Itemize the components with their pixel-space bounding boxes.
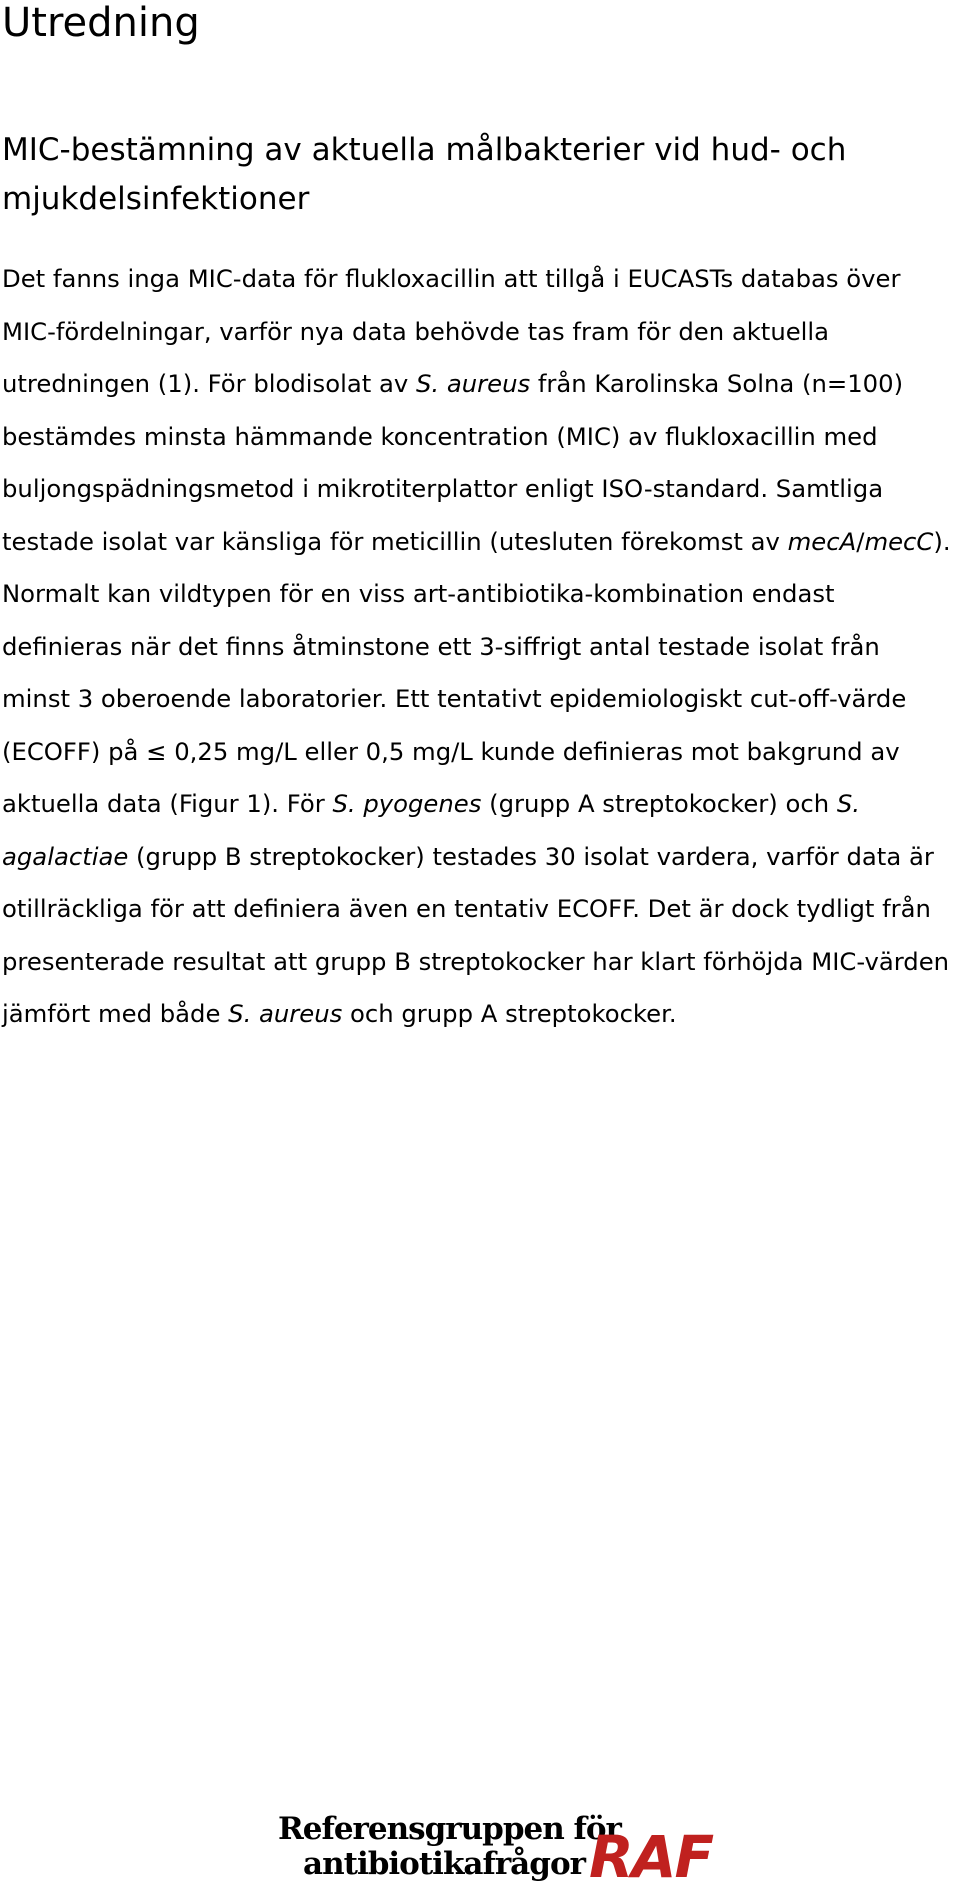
paragraph-text: ). Normalt kan vildtypen för en viss art-antibiotika-kombination endast definieras när det finns åtminstone ett 3-siffrigt antal testade isolat från minst 3 oberoende laboratorier. Ett tentativt epidemiologiskt cut-off-värde (ECOFF) på ≤ 0,25 mg/L eller 0,5 mg/L kunde definieras mot bakgrund av aktuella data (Figur 1). För bbox=[2, 526, 951, 818]
section-heading: MIC-bestämning av aktuella målbakterier vid hud- och mjukdelsinfektioner bbox=[2, 132, 847, 217]
species-name-italic: S. aureus bbox=[415, 369, 531, 398]
raf-mark: RAF bbox=[589, 1823, 713, 1891]
paragraph-text: (grupp B streptokocker) testades 30 isolat vardera, varför data är otillräckliga för att definiera även en tentativ ECOFF. Det är dock tydligt från presenterade resultat att grupp B streptokocker har klart förhöjda MIC-värden jämfört med både bbox=[2, 841, 950, 1028]
paragraph-text: och grupp A streptokocker. bbox=[342, 999, 677, 1028]
paragraph-text: från Karolinska Solna (n=100) bestämdes minsta hämmande koncentration (MIC) av flukloxacillin med buljongspädningsmetod i mikrotiterplattor enligt ISO-standard. Samtliga testade isolat var känsliga för meticillin (utesluten förekomst av bbox=[2, 369, 904, 556]
body-paragraph bbox=[2, 253, 954, 1041]
paragraph-text: / bbox=[856, 526, 865, 556]
paragraph-text: (grupp A streptokocker) och bbox=[481, 789, 837, 818]
gene-name-italic: mecC bbox=[864, 526, 934, 556]
species-name-italic: S. agalactiae bbox=[2, 789, 860, 871]
logo-text-line-1: Referensgruppen för bbox=[278, 1811, 621, 1847]
gene-name-italic: mecA bbox=[787, 526, 857, 556]
page-title: Utredning bbox=[2, 0, 200, 46]
raf-logo bbox=[278, 1811, 713, 1891]
species-name-italic: S. pyogenes bbox=[332, 789, 482, 818]
paragraph-text: Det fanns inga MIC-data för flukloxacillin att tillgå i EUCASTs databas över MIC-fördelningar, varför nya data behövde tas fram för den aktuella utredningen (1). För blodisolat av bbox=[2, 264, 901, 398]
species-name-italic: S. aureus bbox=[228, 999, 343, 1028]
logo-text-line-2: antibiotikafrågor bbox=[303, 1846, 585, 1882]
